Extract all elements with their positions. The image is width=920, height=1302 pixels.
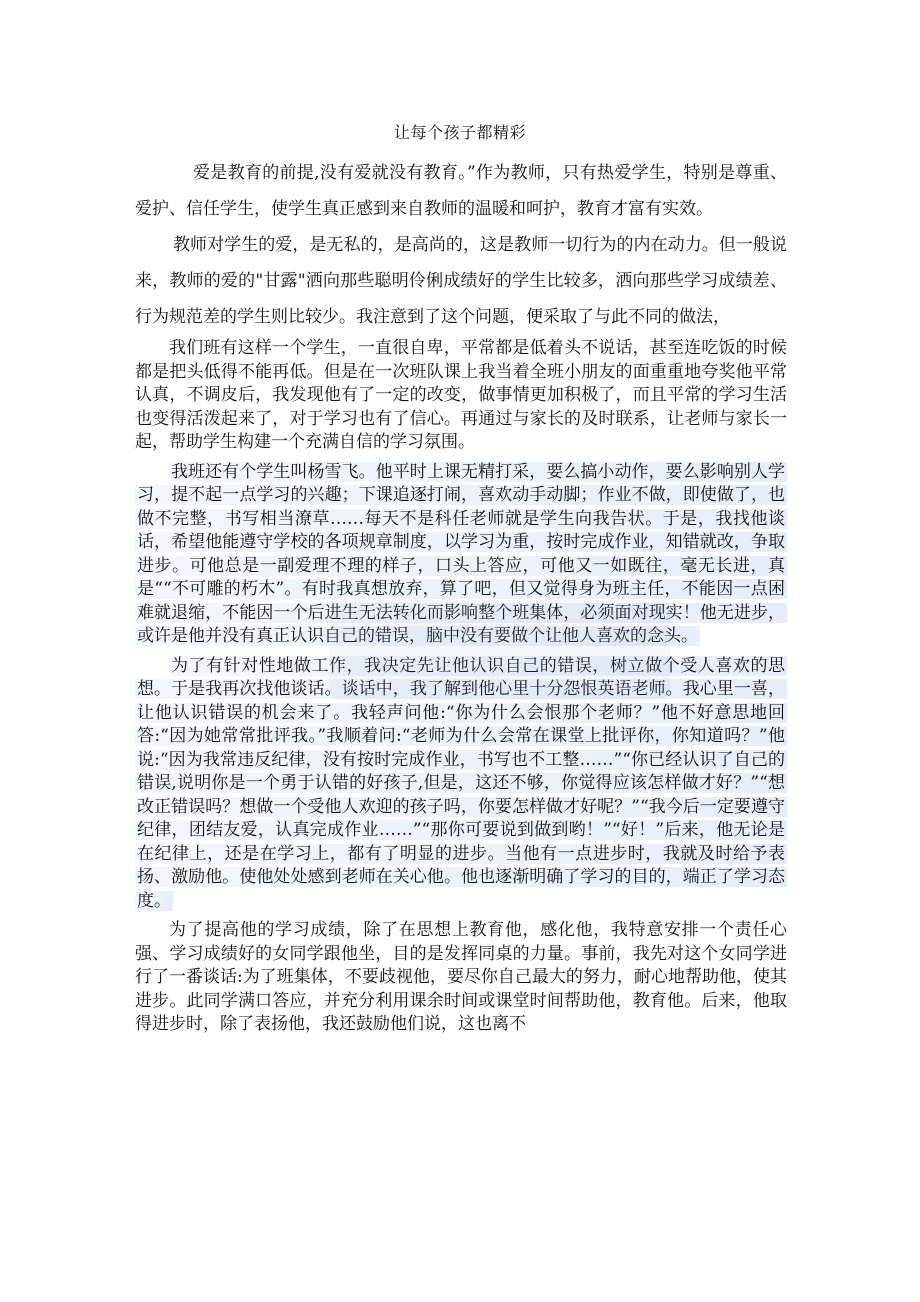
document-body <box>135 155 787 1043</box>
paragraph-1: 爱是教育的前提,没有爱就没有教育。”作为教师，只有热爱学生，特别是尊重、爱护、信任学生，使学生真正感到来自教师的温暖和呵护，教育才富有实效。 <box>135 163 787 219</box>
document-title: 让每个孩子都精彩 <box>393 123 526 142</box>
paragraph-2: 教师对学生的爱，是无私的，是高尚的，这是教师一切行为的内在动力。但一般说来，教师的爱的"甘露"洒向那些聪明伶俐成绩好的学生比较多，洒向那些学习成绩差、行为规范差的学生则比较少。我注意到了这个问题，便采取了与此不同的做法， <box>135 235 787 327</box>
paragraph-5 <box>135 655 787 914</box>
paragraph-4-text: 我班还有个学生叫杨雪飞。他平时上课无精打采，要么搞小动作，要么影响别人学习，提不起一点学习的兴趣；下课追逐打闹，喜欢动手动脚；作业不做，即使做了，也做不完整，书写相当潦草……每天不是科任老师就是学生向我告状。于是，我找他谈话，希望他能遵守学校的各项规章制度，以学习为重，按时完成作业，知错就改，争取进步。可他总是一副爱理不理的样子，口头上答应，可他又一如既往，毫无长进，真是““不可雕的朽木”。有时我真想放弃，算了吧，但又觉得身为班主任，不能因一点困难就退缩，不能因一个后进生无法转化而影响整个班集体，必须面对现实！他无进步，或许是他并没有真正认识自己的错误，脑中没有要做个让他人喜欢的念头。 <box>137 461 785 646</box>
paragraph-5-text: 为了有针对性地做工作，我决定先让他认识自己的错误，树立做个受人喜欢的思想。于是我再次找他谈话。谈话中，我了解到他心里十分怨恨英语老师。我心里一喜，让他认识错误的机会来了。我轻声问他:“你为什么会恨那个老师？”他不好意思地回答:“因为她常常批评我。”我顺着问:“老师为什么会常在课堂上批评你，你知道吗？”他说:“因为我常违反纪律，没有按时完成作业，书写也不工整……”“你已经认识了自己的错误,说明你是一个勇于认错的好孩子,但是，这还不够，你觉得应该怎样做才好？”“想改正错误吗？想做一个受他人欢迎的孩子吗，你要怎样做才好呢？”“我今后一定要遵守纪律，团结友爱，认真完成作业……”“那你可要说到做到哟！”“好！”后来，他无论是在纪律上，还是在学习上，都有了明显的进步。当他有一点进步时，我就及时给予表扬、激励他。使他处处感到老师在关心他。他也逐渐明确了学习的目的，端正了学习态度。 <box>137 655 785 911</box>
paragraph-3: 我们班有这样一个学生，一直很自卑，平常都是低着头不说话，甚至连吃饭的时候都是把头低得不能再低。但是在一次班队课上我当着全班小朋友的面重重地夸奖他平常认真，不调皮后，我发现他有了一定的改变，做事情更加积极了，而且平常的学习生活也变得活泼起来了，对于学习也有了信心。再通过与家长的及时联系，让老师与家长一起，帮助学生构建一个充满自信的学习氛围。 <box>135 338 787 452</box>
paragraph-6: 为了提高他的学习成绩，除了在思想上教育他，感化他，我特意安排一个责任心强、学习成绩好的女同学跟他坐，目的是发挥同桌的力量。事前，我先对这个女同学进行了一番谈话:为了班集体，不要歧视他，要尽你自己最大的努力，耐心地帮助他，使其进步。此同学满口答应，并充分利用课余时间或课堂时间帮助他，教育他。后来，他取得进步时，除了表扬他，我还鼓励他们说，这也离不 <box>135 920 787 1034</box>
paragraph-4 <box>135 461 787 649</box>
